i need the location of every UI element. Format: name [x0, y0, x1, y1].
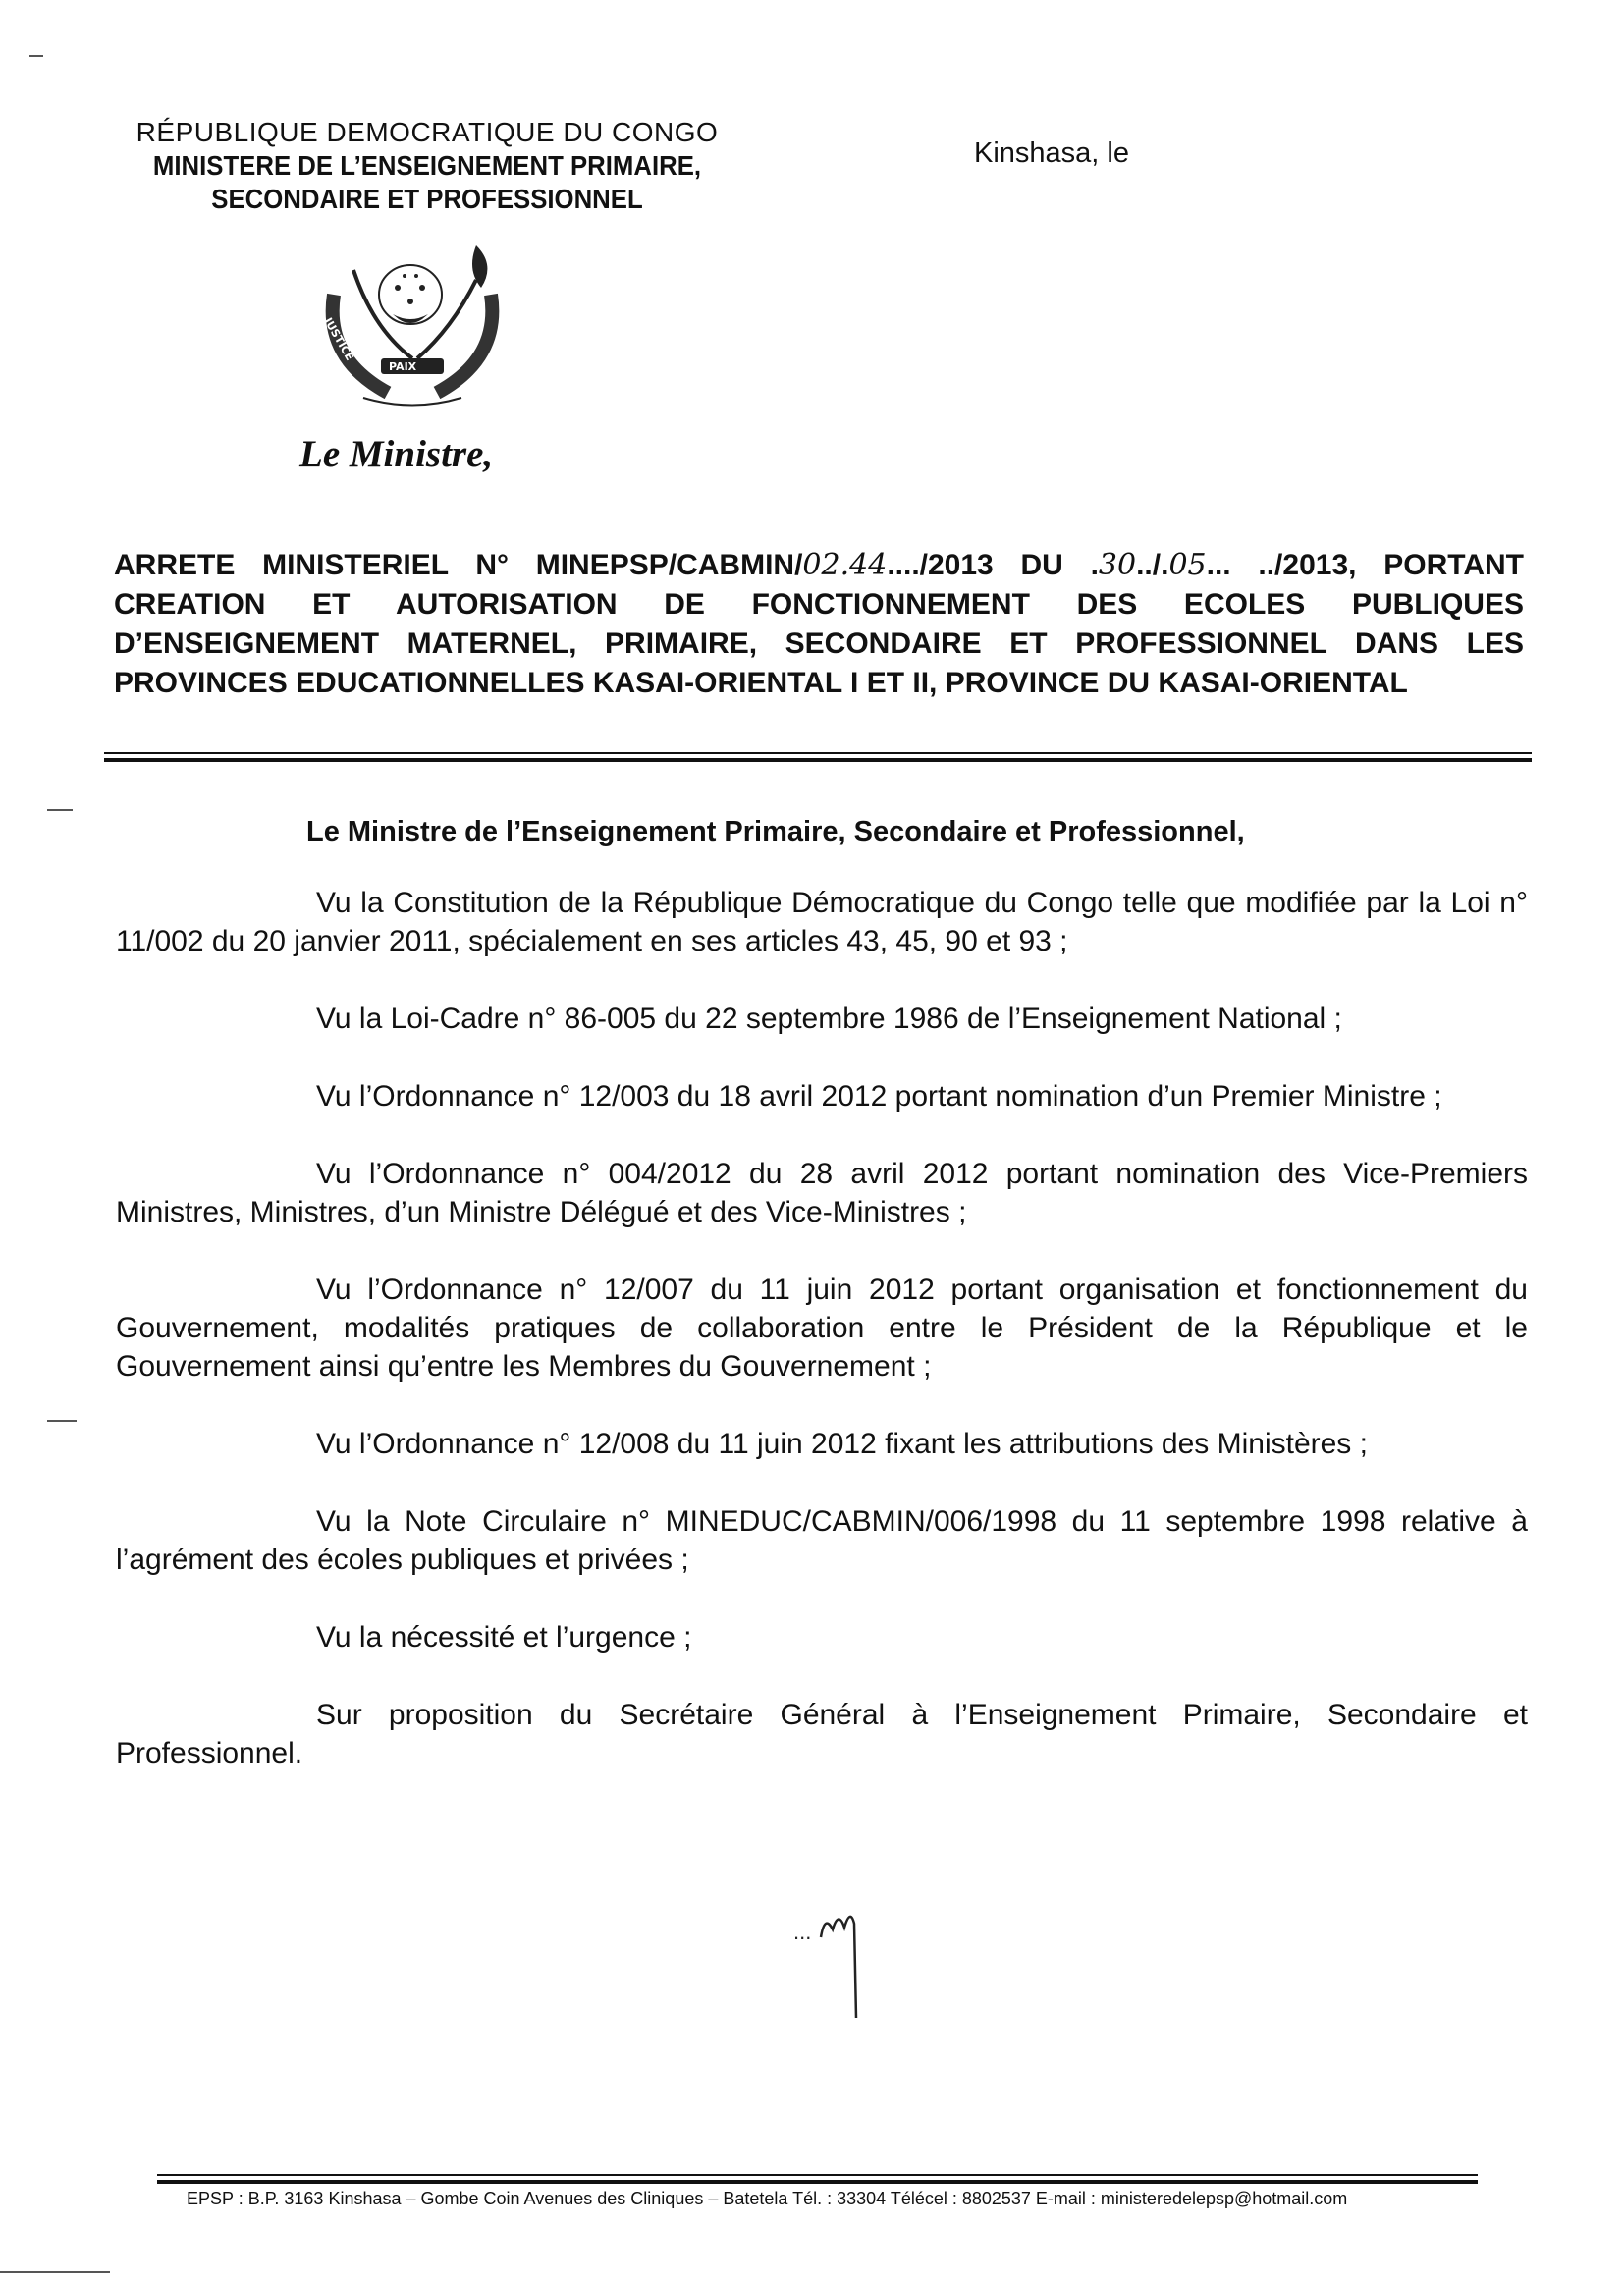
continuation-dots: ... [793, 1920, 812, 1944]
ministry-name-line2: SECONDAIRE ET PROFESSIONNEL [211, 184, 643, 214]
whereas-paragraph: Vu l’Ordonnance n° 12/008 du 11 juin 2012 fixant les attributions des Ministères ; [316, 1428, 1368, 1460]
preamble-heading: Le Ministre de l’Enseignement Primaire, Secondaire et Professionnel, [306, 816, 1245, 847]
whereas-paragraph: Vu l’Ordonnance n° 004/2012 du 28 avril 2012 portant nomination des Vice-Premiers Ministres, Ministres, d’un Ministre Délégué et des Vice-Ministres ; [116, 1158, 1528, 1228]
scan-mark [47, 1420, 77, 1422]
place-date: Kinshasa, le [974, 137, 1129, 169]
whereas-paragraph: Sur proposition du Secrétaire Général à l’Enseignement Primaire, Secondaire et Professionnel. [116, 1699, 1528, 1769]
decree-number-mid: ..../2013 DU . [887, 549, 1099, 581]
decree-number-prefix: ARRETE MINISTERIEL N° MINEPSP/CABMIN/ [114, 549, 803, 581]
whereas-paragraph: Vu la nécessité et l’urgence ; [316, 1621, 692, 1654]
decree-date-separator: ../. [1136, 549, 1169, 581]
whereas-paragraph: Vu l’Ordonnance n° 12/007 du 11 juin 2012 portant organisation et fonctionnement du Gouvernement, modalités pratiques de collaboration entre le Président de la République et le Gouvernement ainsi qu’entre les Membres du Gouvernement ; [116, 1274, 1528, 1383]
decree-month-handwritten: 05 [1168, 548, 1207, 582]
scan-mark [29, 55, 43, 57]
title-divider [104, 752, 1532, 754]
motto-bottom: PAIX [389, 360, 417, 373]
decree-day-handwritten: 30 [1098, 548, 1137, 582]
ministry-name-line1: MINISTERE DE L’ENSEIGNEMENT PRIMAIRE, [152, 150, 702, 181]
motto-right: TRAVAIL [488, 329, 525, 380]
footer-contact: EPSP : B.P. 3163 Kinshasa – Gombe Coin Avenues des Cliniques – Batetela Tél. : 33304 Télécel : 8802537 E-mail : ministeredelepsp@hotmail.com [187, 2189, 1348, 2208]
motto-left: JUSTICE [321, 315, 356, 363]
footer-divider-thick [157, 2180, 1478, 2184]
preamble-body [116, 884, 1528, 1812]
whereas-paragraph: Vu la Constitution de la République Démocratique du Congo telle que modifiée par la Loi n° 11/002 du 20 janvier 2011, spécialement en ses articles 43, 45, 90 et 93 ; [116, 887, 1528, 957]
coat-of-arms-icon [295, 241, 530, 417]
whereas-paragraph: Vu la Loi-Cadre n° 86-005 du 22 septembre 1986 de l’Enseignement National ; [316, 1003, 1342, 1035]
signatory-title: Le Ministre, [299, 433, 494, 475]
decree-title [114, 546, 1524, 703]
whereas-paragraph: Vu la Note Circulaire n° MINEDUC/CABMIN/006/1998 du 11 septembre 1998 relative à l’agrément des écoles publiques et privées ; [116, 1505, 1528, 1576]
letterhead [98, 116, 756, 216]
scan-mark [0, 2271, 110, 2273]
title-divider-thick [104, 758, 1532, 762]
decree-date-suffix: ... ../2013, [1206, 549, 1357, 581]
decree-subject: PORTANT CREATION ET AUTORISATION DE FONCTIONNEMENT DES ECOLES PUBLIQUES D’ENSEIGNEMENT MATERNEL, PRIMAIRE, SECONDAIRE ET PROFESSIONNEL DANS LES PROVINCES EDUCATIONNELLES KASAI-ORIENTAL I ET II, PROVINCE DU KASAI-ORIENTAL [114, 549, 1524, 699]
footer-divider [157, 2174, 1478, 2176]
initials-signature [793, 1900, 882, 2018]
decree-number-handwritten: 02.44 [802, 548, 888, 582]
scan-mark [47, 809, 73, 811]
republic-name: RÉPUBLIQUE DEMOCRATIQUE DU CONGO [135, 117, 719, 147]
whereas-paragraph: Vu l’Ordonnance n° 12/003 du 18 avril 2012 portant nomination d’un Premier Ministre ; [316, 1080, 1442, 1113]
